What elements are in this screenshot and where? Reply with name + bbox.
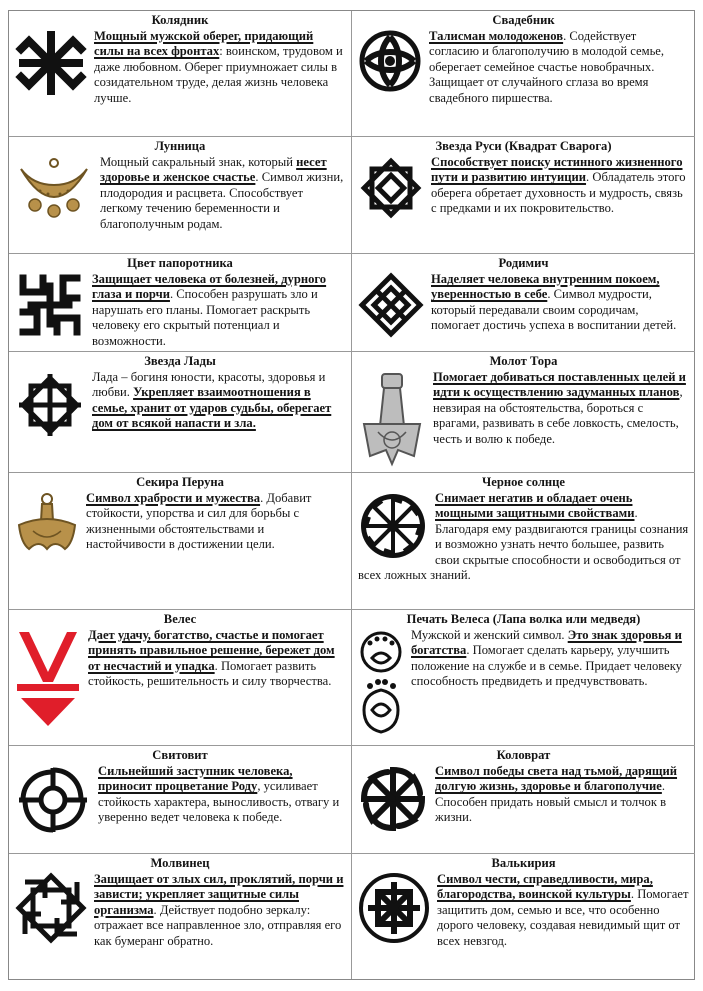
card-highlight: Талисман молодоженов — [429, 29, 564, 43]
card-text: . Благодаря ему раздвигаются границы сознания и возможно узнать нечто большее, развить свои скрытые способности и освободиться от всех ложных знаний. — [358, 506, 689, 583]
card-text: . Действует подобно зеркалу: отражает все направленное зло, отправляя его как бумеранг обратно. — [94, 902, 342, 948]
card-lead: Мужской и женский символ. — [411, 628, 568, 642]
svadebnik-icon — [358, 29, 422, 93]
card-title: Коловрат — [496, 748, 551, 762]
card-highlight: Укрепляет взаимоотношения в семье, хранит от ударов судьбы, оберегает дом от всякой напасти и зла. — [92, 385, 332, 431]
card-zvezda-lady — [9, 352, 352, 473]
valkiriya-icon — [358, 872, 430, 944]
card-title: Велес — [163, 612, 197, 626]
molot-tora-icon — [358, 370, 426, 468]
rodimich-icon — [358, 272, 424, 338]
card-text: . Помогает сделать карьеру, улучшить положение на службе и в семье. Придает человеку способность предвидеть и предчувствовать. — [411, 643, 682, 689]
molvinec-icon — [15, 872, 87, 944]
card-text: . Символ мудрости, который передавали своим сородичам, помогает достичь успеха в воспитании детей. — [431, 287, 677, 333]
amulets-table — [8, 10, 695, 980]
card-highlight: Это знак здоровья и богатства — [411, 628, 682, 658]
card-highlight: Помогает добиваться поставленных целей и идти к осуществлению задуманных планов — [433, 370, 686, 400]
card-rodimich — [352, 254, 695, 352]
card-kolyadnik — [9, 11, 352, 137]
svitovit-icon — [15, 764, 91, 836]
card-title: Секира Перуна — [136, 475, 224, 489]
card-title: Цвет папоротника — [127, 256, 233, 270]
card-cvet-paporotnika — [9, 254, 352, 352]
card-highlight: Сильнейший заступник человека, приносит процветание Роду — [98, 764, 293, 794]
card-text: . Содействует согласию и благополучию в молодой семье, оберегает семейное счастье новобрачных. Защищает от случайного сглаза во время свадебного пиршества. — [429, 29, 665, 105]
card-highlight: несет здоровье и женское счастье — [100, 155, 327, 185]
card-highlight: Способствует поиску истинного жизненного пути и развитию интуиции — [431, 155, 683, 185]
card-title: Молвинец — [150, 856, 210, 870]
card-title: Звезда Лады — [144, 354, 216, 368]
card-title: Колядник — [151, 13, 209, 27]
card-lead: Лада – богиня юности, красоты, здоровья и любви. — [92, 370, 326, 400]
card-text: . Добавит стойкости, упорства и сил для борьбы с жизненными обстоятельствами и настойчивости в достижении цели. — [86, 491, 312, 552]
card-veles — [9, 610, 352, 746]
card-highlight: Дает удачу, богатство, счастье и помогает принять правильное решение, бережет дом от несчастий и упадка — [88, 628, 335, 673]
card-text: . Способен разрушать зло и нарушать его планы. Помогает раскрыть человеку его скрытый потенциал и возможности. — [92, 287, 318, 348]
pechat-velesa-icon — [358, 628, 404, 738]
card-title: Родимич — [498, 256, 549, 270]
card-lead: Мощный сакральный знак, который — [100, 155, 297, 169]
card-svadebnik — [352, 11, 695, 137]
kolyadnik-icon — [15, 29, 87, 97]
card-molot-tora — [352, 352, 695, 473]
card-title: Свитовит — [152, 748, 208, 762]
card-lunnica — [9, 137, 352, 254]
card-text: , усиливает стойкость характера, выносливость, отвагу и уверенно ведет человека к победе. — [98, 779, 340, 825]
card-sekira-peruna — [9, 473, 352, 610]
card-highlight: Защищает человека от болезней, дурного глаза и порчи — [92, 272, 327, 302]
card-pechat-velesa — [352, 610, 695, 746]
card-text: . Помогает развить стойкость, решительность и силу творчества. — [88, 658, 332, 689]
sekira-peruna-icon — [15, 491, 79, 555]
card-highlight: Снимает негатив и обладает очень мощными защитными свойствами — [435, 491, 635, 521]
card-title: Валькирия — [491, 856, 556, 870]
card-title: Молот Тора — [489, 354, 558, 368]
card-highlight: Символ победы света над тьмой, дарящий долгую жизнь, здоровье и благополучие — [435, 764, 678, 794]
card-text: . Символ жизни, плодородия и расцвета. Способствует легкому течению беременности и благополучным родам. — [100, 170, 344, 231]
card-highlight: Мощный мужской оберег, придающий силы на всех фронтах — [94, 29, 314, 59]
zvezda-lady-icon — [15, 370, 85, 440]
card-title: Свадебник — [492, 13, 555, 27]
card-highlight: Символ чести, справедливости, мира, благородства, воинской культуры — [437, 872, 653, 902]
card-svitovit — [9, 746, 352, 854]
card-text: . Помогает защитить дом, семью и все, что особенно дорого человеку, создавая невидимый щит от всех невзгод. — [437, 887, 689, 948]
card-highlight: Символ храбрости и мужества — [86, 491, 261, 505]
card-title: Черное солнце — [481, 475, 565, 489]
card-kolovrat — [352, 746, 695, 854]
card-text: . Обладатель этого оберега обретает духовность и мудрость, связь с предками и их покровительство. — [431, 170, 686, 216]
cvet-paporotnika-icon — [15, 272, 85, 338]
chernoe-solnce-icon — [358, 491, 428, 561]
card-title: Печать Велеса (Лапа волка или медведя) — [406, 612, 641, 626]
card-text: : воинском, трудовом и даже любовном. Оберег приумножает силы в созидательном труде, делая жизнь человека лучше. — [94, 44, 343, 105]
card-title: Звезда Руси (Квадрат Сварога) — [435, 139, 612, 153]
card-text: . Способен придать новый смысл и толчок в жизни. — [435, 779, 667, 825]
card-valkiriya — [352, 854, 695, 979]
card-molvinec — [9, 854, 352, 979]
card-title: Лунница — [154, 139, 206, 153]
card-text: , невзирая на обстоятельства, бороться с врагами, развивать в себе ловкость, смелость, честь и волю к победе. — [433, 385, 683, 446]
kolovrat-icon — [358, 764, 428, 834]
card-zvezda-rusi — [352, 137, 695, 254]
veles-icon — [15, 628, 81, 728]
card-highlight: Защищает от злых сил, проклятий, порчи и зависти; укрепляет защитные силы организма — [94, 872, 344, 917]
lunnica-icon — [15, 155, 93, 221]
zvezda-rusi-icon — [358, 155, 424, 221]
card-chernoe-solnce — [352, 473, 695, 610]
card-highlight: Наделяет человека внутренним покоем, уверенностью в себе — [431, 272, 660, 302]
